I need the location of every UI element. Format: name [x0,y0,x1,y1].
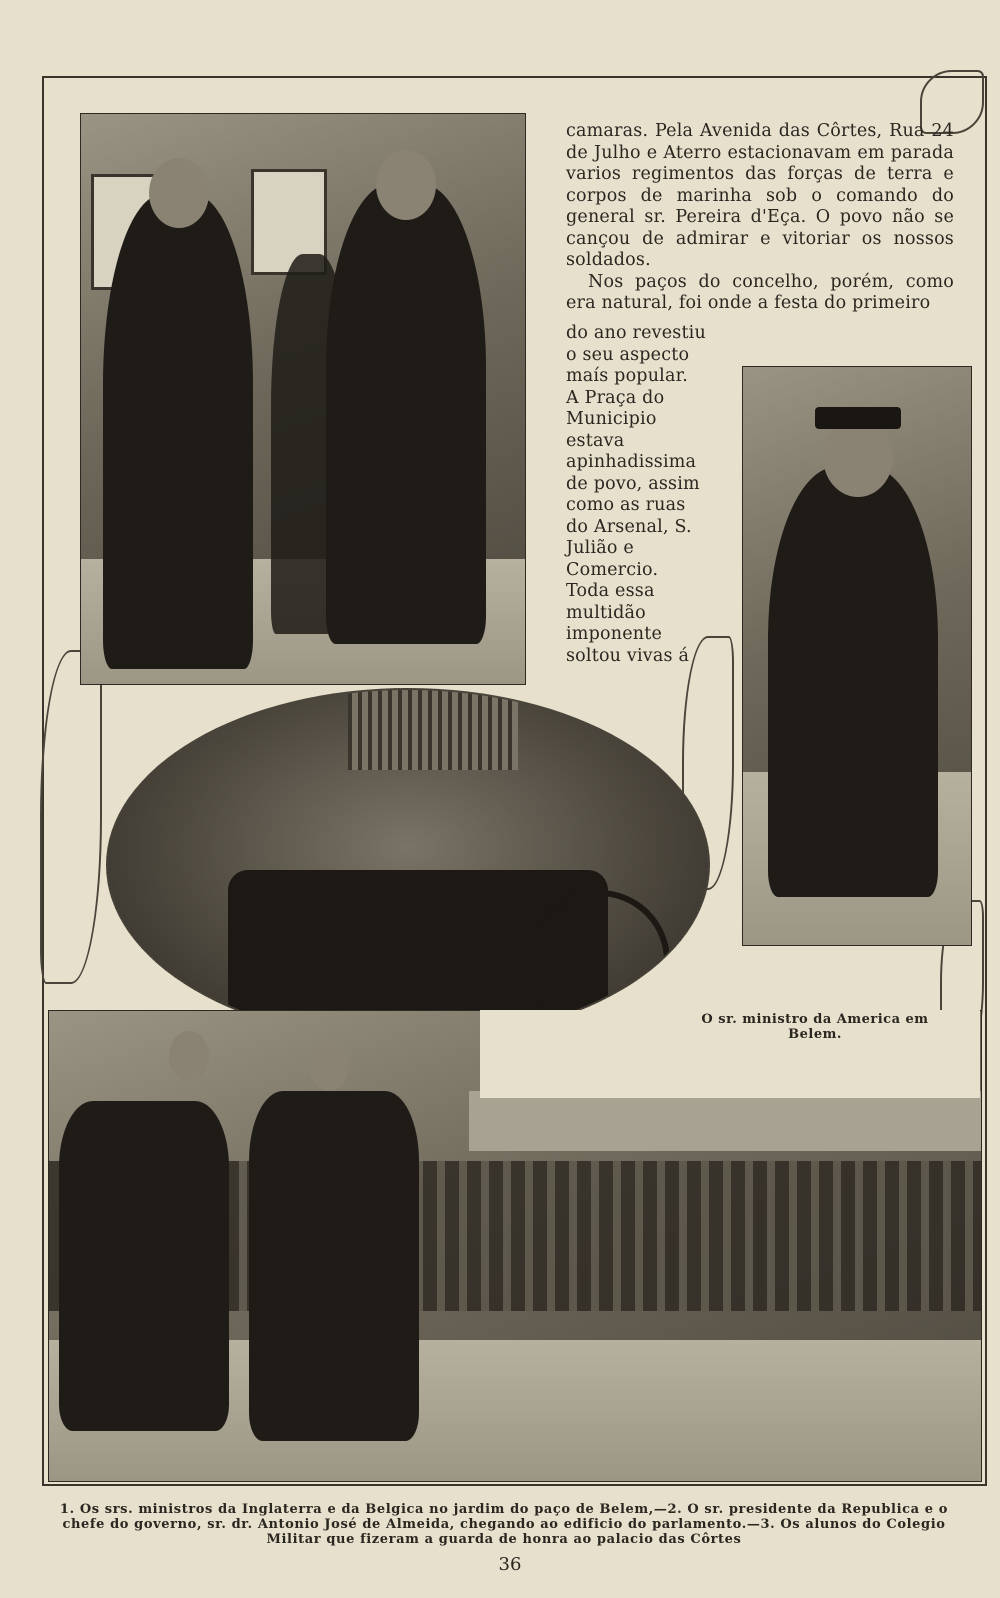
article-paragraph-2-start: Nos paços do concelho, porém, como era natural, foi onde a festa do primeiro [566,271,954,313]
article-text-wide [566,121,954,315]
left-floral-ornament [40,650,102,984]
photo-ministers-garden [80,113,526,685]
photo-minister-america [742,366,972,946]
photo-president-carriage [106,688,710,1042]
caption-main: 1. Os srs. ministros da Inglaterra e da Belgica no jardim do paço de Belem,—2. O sr. presidente da Republica e o chefe do governo, sr. dr. Antonio José de Almeida, chegando ao edificio do parlamento.—3. Os alunos do Colegio Militar que fizeram a guarda de honra ao palacio das Côrtes [59,1502,949,1547]
caption-minister-america-overlay: O sr. ministro da America em Belem. [701,1012,929,1042]
article-paragraph-1: camaras. Pela Avenida das Côrtes, Rua 24 de Julho e Aterro estacionavam em parada varios regimentos das forças de terra e corpos de marinha sob o comando do general sr. Pereira d'Eça. O povo não se cançou de admirar e vitoriar os nossos soldados. [566,121,954,270]
page-number: 36 [498,1554,522,1575]
article-paragraph-2-narrow: do ano revestiu o seu aspecto maís popular. A Praça do Municipio estava apinhadissima de povo, assim como as ruas do Arsenal, S. Julião e Comercio. Toda essa multidão imponente soltou vivas á [566,323,706,666]
